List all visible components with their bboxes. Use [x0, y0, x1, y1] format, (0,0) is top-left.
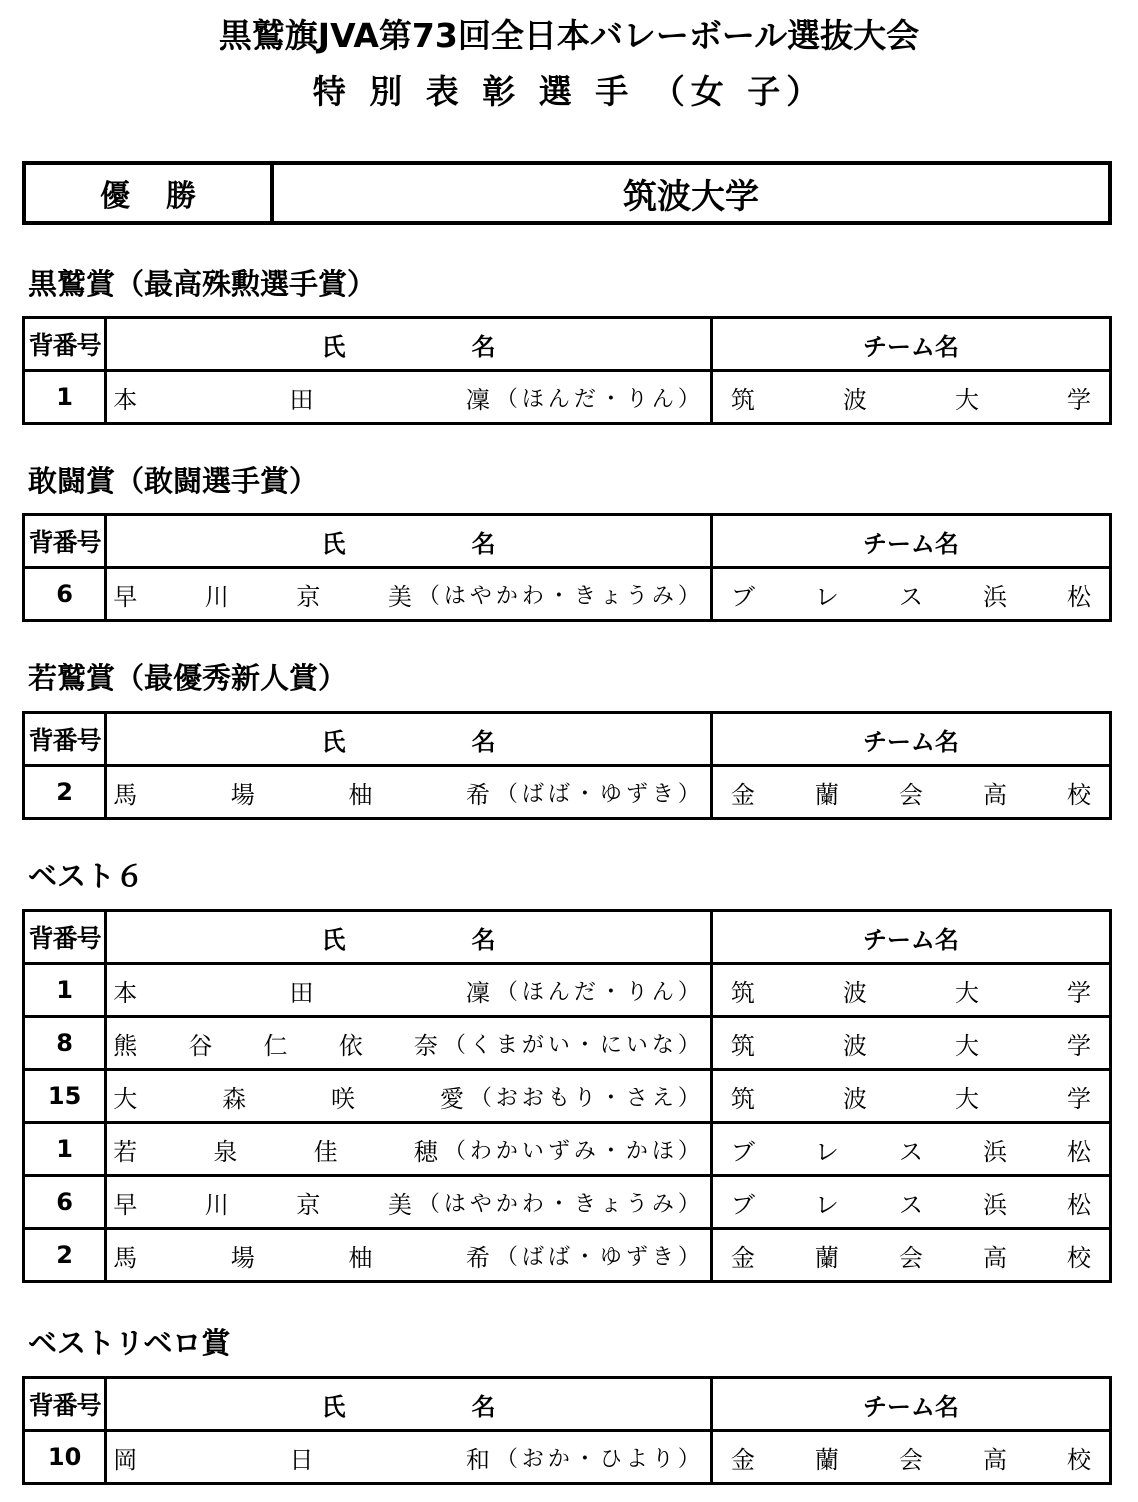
team-char: 金	[730, 1445, 755, 1474]
team-char: 蘭	[814, 780, 839, 809]
team-char: 金	[730, 780, 755, 809]
team-char: 大	[954, 978, 979, 1007]
award-table	[22, 513, 1112, 622]
team-char: 高	[982, 780, 1007, 809]
player-name-kana: （ばば・ゆずき）	[495, 781, 704, 807]
player-team	[711, 964, 1110, 1017]
player-number: 2	[24, 1229, 106, 1282]
name-char: 美	[387, 582, 412, 611]
table-header-row	[24, 911, 1111, 964]
player-number: 1	[24, 1123, 106, 1176]
name-char: 穂	[413, 1137, 438, 1166]
table-header-row	[24, 713, 1111, 766]
name-char: 大	[113, 1084, 138, 1113]
player-name-cell	[107, 1177, 710, 1227]
team-char: 波	[842, 1031, 867, 1060]
player-name	[106, 964, 712, 1017]
name-char: 仁	[263, 1031, 288, 1060]
team-char: 校	[1067, 1445, 1091, 1474]
team-char: 蘭	[814, 1445, 839, 1474]
name-char: 柚	[348, 780, 373, 809]
player-team	[711, 1176, 1110, 1229]
player-name-kana: （ほんだ・りん）	[495, 979, 704, 1005]
header-name	[106, 713, 712, 766]
player-number: 8	[24, 1017, 106, 1070]
team-char: 学	[1066, 385, 1091, 414]
player-name	[106, 1431, 712, 1484]
player-team	[711, 1017, 1110, 1070]
section-title: 若鷲賞（最優秀新人賞）	[28, 661, 348, 695]
team-char: ブ	[730, 1137, 755, 1166]
team-char: 大	[954, 1031, 979, 1060]
header-team-label: チーム名	[862, 925, 959, 954]
name-char: 希	[465, 780, 490, 809]
name-char: 本	[113, 978, 138, 1007]
header-number: 背番号	[24, 911, 106, 964]
player-name-cell	[107, 767, 710, 817]
team-char: 大	[954, 385, 979, 414]
player-team-cell	[713, 372, 1109, 422]
team-char: 浜	[982, 1137, 1007, 1166]
player-name-kana: （わかいずみ・かほ）	[443, 1138, 704, 1164]
player-team-cell	[713, 1432, 1109, 1482]
player-name-cell	[107, 1124, 710, 1174]
name-char: 馬	[113, 780, 138, 809]
team-char: 校	[1067, 1243, 1091, 1272]
table-row	[24, 1431, 1111, 1484]
table-row	[24, 1176, 1111, 1229]
player-name-kana: （はやかわ・きょうみ）	[417, 1191, 704, 1217]
player-team-cell	[713, 1018, 1109, 1068]
table-header-row	[24, 1378, 1111, 1431]
table-row	[24, 964, 1111, 1017]
document-title: 黒鷲旗JVA第73回全日本バレーボール選抜大会	[218, 16, 920, 55]
team-char: レ	[814, 1190, 839, 1219]
header-name	[106, 911, 712, 964]
name-char: 若	[113, 1137, 138, 1166]
player-number: 10	[24, 1431, 106, 1484]
header-number: 背番号	[24, 713, 106, 766]
name-char: 希	[465, 1243, 490, 1272]
team-char: 会	[898, 1445, 923, 1474]
header-team	[711, 318, 1110, 371]
team-char: ス	[898, 1190, 923, 1219]
team-char: ブ	[730, 582, 755, 611]
player-name-kanji	[113, 1185, 418, 1220]
header-name-surname: 氏	[321, 1392, 346, 1421]
table-row	[24, 568, 1111, 621]
name-char: 愛	[439, 1084, 464, 1113]
player-number: 6	[24, 1176, 106, 1229]
name-char: 場	[230, 1243, 255, 1272]
player-name-cell	[107, 1018, 710, 1068]
table-header-row	[24, 515, 1111, 568]
player-name	[106, 766, 712, 819]
name-char: 泉	[213, 1137, 238, 1166]
name-char: 岡	[113, 1445, 138, 1474]
player-name	[106, 1229, 712, 1282]
header-number: 背番号	[24, 515, 106, 568]
header-team	[711, 1378, 1110, 1431]
player-name	[106, 371, 712, 424]
header-number: 背番号	[24, 318, 106, 371]
team-char: 波	[842, 1084, 867, 1113]
header-name-label	[107, 327, 710, 362]
team-char: 浜	[982, 1190, 1007, 1219]
team-char: 筑	[730, 385, 755, 414]
table-row	[24, 1123, 1111, 1176]
player-team	[711, 371, 1110, 424]
header-name-given: 名	[471, 727, 496, 756]
player-team-cell	[713, 569, 1109, 619]
header-name	[106, 515, 712, 568]
table-header-row	[24, 318, 1111, 371]
section-title: ベストリベロ賞	[28, 1326, 231, 1360]
name-char: 佳	[313, 1137, 338, 1166]
team-char: 筑	[730, 1031, 755, 1060]
team-char: 金	[730, 1243, 755, 1272]
name-char: 谷	[188, 1031, 213, 1060]
name-char: 凜	[465, 978, 490, 1007]
team-char: ブ	[730, 1190, 755, 1219]
team-char: 会	[898, 780, 923, 809]
header-name-given: 名	[471, 332, 496, 361]
player-number: 2	[24, 766, 106, 819]
player-name	[106, 1017, 712, 1070]
name-char: 本	[113, 385, 138, 414]
section-title: ベスト６	[28, 859, 145, 893]
team-char: 会	[898, 1243, 923, 1272]
player-team-cell	[713, 767, 1109, 817]
champion-label: 優勝	[26, 165, 274, 221]
team-char: 高	[982, 1243, 1007, 1272]
header-team	[711, 515, 1110, 568]
player-name-cell	[107, 1230, 710, 1280]
name-char: 場	[230, 780, 255, 809]
name-char: 奈	[413, 1031, 438, 1060]
award-table	[22, 909, 1112, 1283]
player-name	[106, 1123, 712, 1176]
champion-box	[22, 161, 1112, 225]
name-char: 田	[289, 385, 314, 414]
player-team-cell	[713, 1124, 1109, 1174]
header-name-surname: 氏	[321, 925, 346, 954]
name-char: 馬	[113, 1243, 138, 1272]
player-team-cell	[713, 965, 1109, 1015]
player-name-kanji	[113, 577, 418, 612]
team-char: 松	[1067, 1137, 1091, 1166]
player-name-kanji	[113, 775, 496, 810]
player-name	[106, 1176, 712, 1229]
name-char: 日	[289, 1445, 314, 1474]
name-char: 凜	[465, 385, 490, 414]
player-number: 15	[24, 1070, 106, 1123]
team-char: 筑	[730, 978, 755, 1007]
player-team-cell	[713, 1071, 1109, 1121]
player-team	[711, 1229, 1110, 1282]
player-name	[106, 568, 712, 621]
team-char: 蘭	[814, 1243, 839, 1272]
name-char: 川	[204, 582, 229, 611]
player-name-kana: （おおもり・さえ）	[469, 1085, 704, 1111]
table-row	[24, 1070, 1111, 1123]
name-char: 依	[338, 1031, 363, 1060]
player-name-kanji	[113, 1132, 444, 1167]
player-team-cell	[713, 1177, 1109, 1227]
player-name-kanji	[113, 380, 496, 415]
team-char: レ	[814, 582, 839, 611]
player-name-kanji	[113, 1238, 496, 1273]
name-char: 柚	[348, 1243, 373, 1272]
header-team-label: チーム名	[862, 529, 959, 558]
name-char: 早	[113, 582, 138, 611]
player-name	[106, 1070, 712, 1123]
player-name-kanji	[113, 973, 496, 1008]
table-row	[24, 1017, 1111, 1070]
header-name-label	[107, 920, 710, 955]
name-char: 咲	[330, 1084, 355, 1113]
table-row	[24, 1229, 1111, 1282]
document-subtitle: 特 別 表 彰 選 手 （女 子）	[312, 72, 826, 111]
name-char: 熊	[113, 1031, 138, 1060]
section-title: 敢闘賞（敢闘選手賞）	[28, 464, 319, 498]
header-name-given: 名	[471, 1392, 496, 1421]
header-name	[106, 1378, 712, 1431]
team-char: ス	[898, 1137, 923, 1166]
header-team	[711, 713, 1110, 766]
name-char: 京	[296, 582, 321, 611]
table-row	[24, 371, 1111, 424]
name-char: 和	[465, 1445, 490, 1474]
header-team-label: チーム名	[862, 1392, 959, 1421]
header-name-surname: 氏	[321, 727, 346, 756]
team-char: 学	[1066, 1031, 1091, 1060]
player-number: 6	[24, 568, 106, 621]
section-title: 黒鷲賞（最高殊勲選手賞）	[28, 267, 377, 301]
player-team	[711, 568, 1110, 621]
player-name-cell	[107, 1071, 710, 1121]
award-table	[22, 316, 1112, 425]
team-char: 松	[1067, 1190, 1091, 1219]
team-char: 筑	[730, 1084, 755, 1113]
team-char: 波	[842, 978, 867, 1007]
team-char: 高	[982, 1445, 1007, 1474]
team-char: 波	[842, 385, 867, 414]
player-name-kana: （ばば・ゆずき）	[495, 1244, 704, 1270]
table-row	[24, 766, 1111, 819]
name-char: 京	[296, 1190, 321, 1219]
player-name-kanji	[113, 1079, 470, 1114]
award-table	[22, 1376, 1112, 1485]
player-name-cell	[107, 965, 710, 1015]
header-number: 背番号	[24, 1378, 106, 1431]
name-char: 森	[222, 1084, 247, 1113]
header-name-given: 名	[471, 925, 496, 954]
player-name-kana: （おか・ひより）	[495, 1446, 704, 1472]
header-name-surname: 氏	[321, 332, 346, 361]
header-team-label: チーム名	[862, 727, 959, 756]
player-name-cell	[107, 1432, 710, 1482]
header-name-label	[107, 1387, 710, 1422]
team-char: 大	[954, 1084, 979, 1113]
player-name-kana: （くまがい・にいな）	[443, 1032, 704, 1058]
player-team	[711, 1431, 1110, 1484]
header-name-surname: 氏	[321, 529, 346, 558]
team-char: レ	[814, 1137, 839, 1166]
player-name-kana: （はやかわ・きょうみ）	[417, 583, 704, 609]
player-team	[711, 1070, 1110, 1123]
header-name-label	[107, 524, 710, 559]
header-name	[106, 318, 712, 371]
player-number: 1	[24, 371, 106, 424]
header-name-given: 名	[471, 529, 496, 558]
player-team	[711, 1123, 1110, 1176]
header-team	[711, 911, 1110, 964]
name-char: 美	[387, 1190, 412, 1219]
player-team-cell	[713, 1230, 1109, 1280]
team-char: ス	[898, 582, 923, 611]
name-char: 早	[113, 1190, 138, 1219]
team-char: 浜	[982, 582, 1007, 611]
header-team-label: チーム名	[862, 332, 959, 361]
team-char: 松	[1067, 582, 1091, 611]
player-name-cell	[107, 372, 710, 422]
player-name-cell	[107, 569, 710, 619]
player-name-kanji	[113, 1026, 444, 1061]
name-char: 田	[289, 978, 314, 1007]
player-team	[711, 766, 1110, 819]
team-char: 校	[1067, 780, 1091, 809]
player-number: 1	[24, 964, 106, 1017]
team-char: 学	[1066, 978, 1091, 1007]
champion-team: 筑波大学	[623, 176, 759, 217]
team-char: 学	[1066, 1084, 1091, 1113]
player-name-kana: （ほんだ・りん）	[495, 386, 704, 412]
player-name-kanji	[113, 1440, 496, 1475]
award-table	[22, 711, 1112, 820]
name-char: 川	[204, 1190, 229, 1219]
header-name-label	[107, 722, 710, 757]
